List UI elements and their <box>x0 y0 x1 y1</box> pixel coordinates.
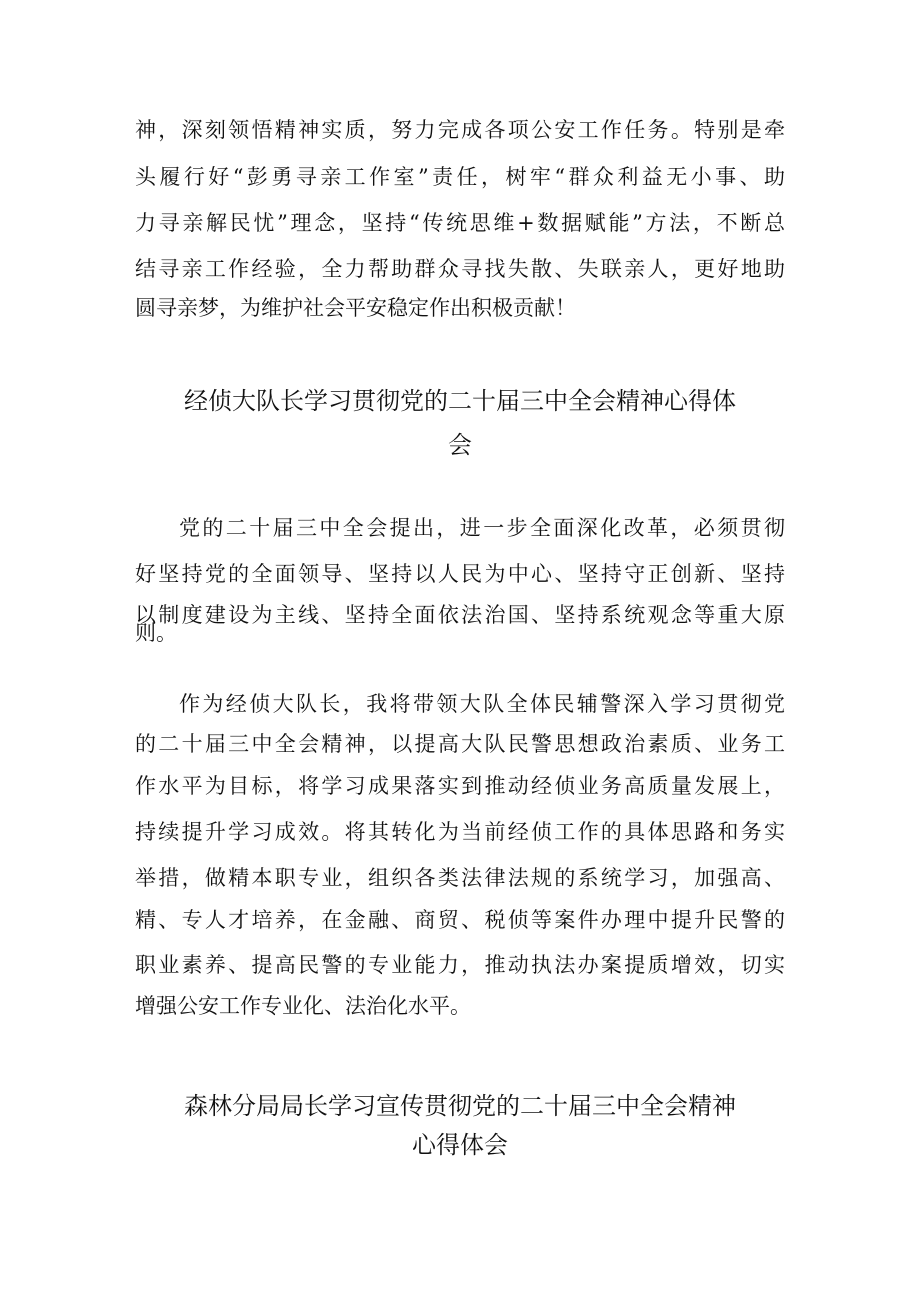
section-title-line: 心得体会 <box>412 1131 508 1159</box>
text-line: 则。 <box>135 621 177 645</box>
section-title-line: 经侦大队长学习贯彻党的二十届三中全会精神心得体 <box>184 387 736 415</box>
text-line: 好坚持党的全面领导、坚持以人民为中心、坚持守正创新、坚持 <box>135 562 785 586</box>
section-title-line: 森林分局局长学习宣传贯彻党的二十届三中全会精神 <box>184 1092 736 1120</box>
text-line: 力寻亲解民忧”理念，坚持“传统思维+数据赋能”方法，不断总 <box>135 211 785 235</box>
text-line: 作水平为目标，将学习成果落实到推动经侦业务高质量发展上， <box>135 774 785 798</box>
text-line: 举措，做精本职专业，组织各类法律法规的系统学习，加强高、 <box>135 866 785 890</box>
text-line: 职业素养、提高民警的专业能力，推动执法办案提质增效，切实 <box>135 953 785 977</box>
text-line: 以制度建设为主线、坚持全面依法治国、坚持系统观念等重大原 <box>135 603 785 627</box>
text-line: 圆寻亲梦，为维护社会平安稳定作出积极贡献！ <box>135 296 576 320</box>
section-title-line: 会 <box>448 431 472 459</box>
text-line: 精、专人才培养，在金融、商贸、税侦等案件办理中提升民警的 <box>135 908 785 932</box>
text-line: 持续提升学习成效。将其转化为当前经侦工作的具体思路和务实 <box>135 820 785 844</box>
text-line: 头履行好“彭勇寻亲工作室”责任，树牢“群众利益无小事、助 <box>135 165 785 189</box>
text-line: 神，深刻领悟精神实质，努力完成各项公安工作任务。特别是牵 <box>135 118 785 142</box>
text-line: 的二十届三中全会精神，以提高大队民警思想政治素质、业务工 <box>135 732 785 756</box>
text-line: 结寻亲工作经验，全力帮助群众寻找失散、失联亲人，更好地助 <box>135 257 785 281</box>
text-line: 党的二十届三中全会提出，进一步全面深化改革，必须贯彻 <box>179 516 785 540</box>
text-line: 增强公安工作专业化、法治化水平。 <box>135 994 471 1018</box>
text-line: 作为经侦大队长，我将带领大队全体民辅警深入学习贯彻党 <box>179 692 785 716</box>
